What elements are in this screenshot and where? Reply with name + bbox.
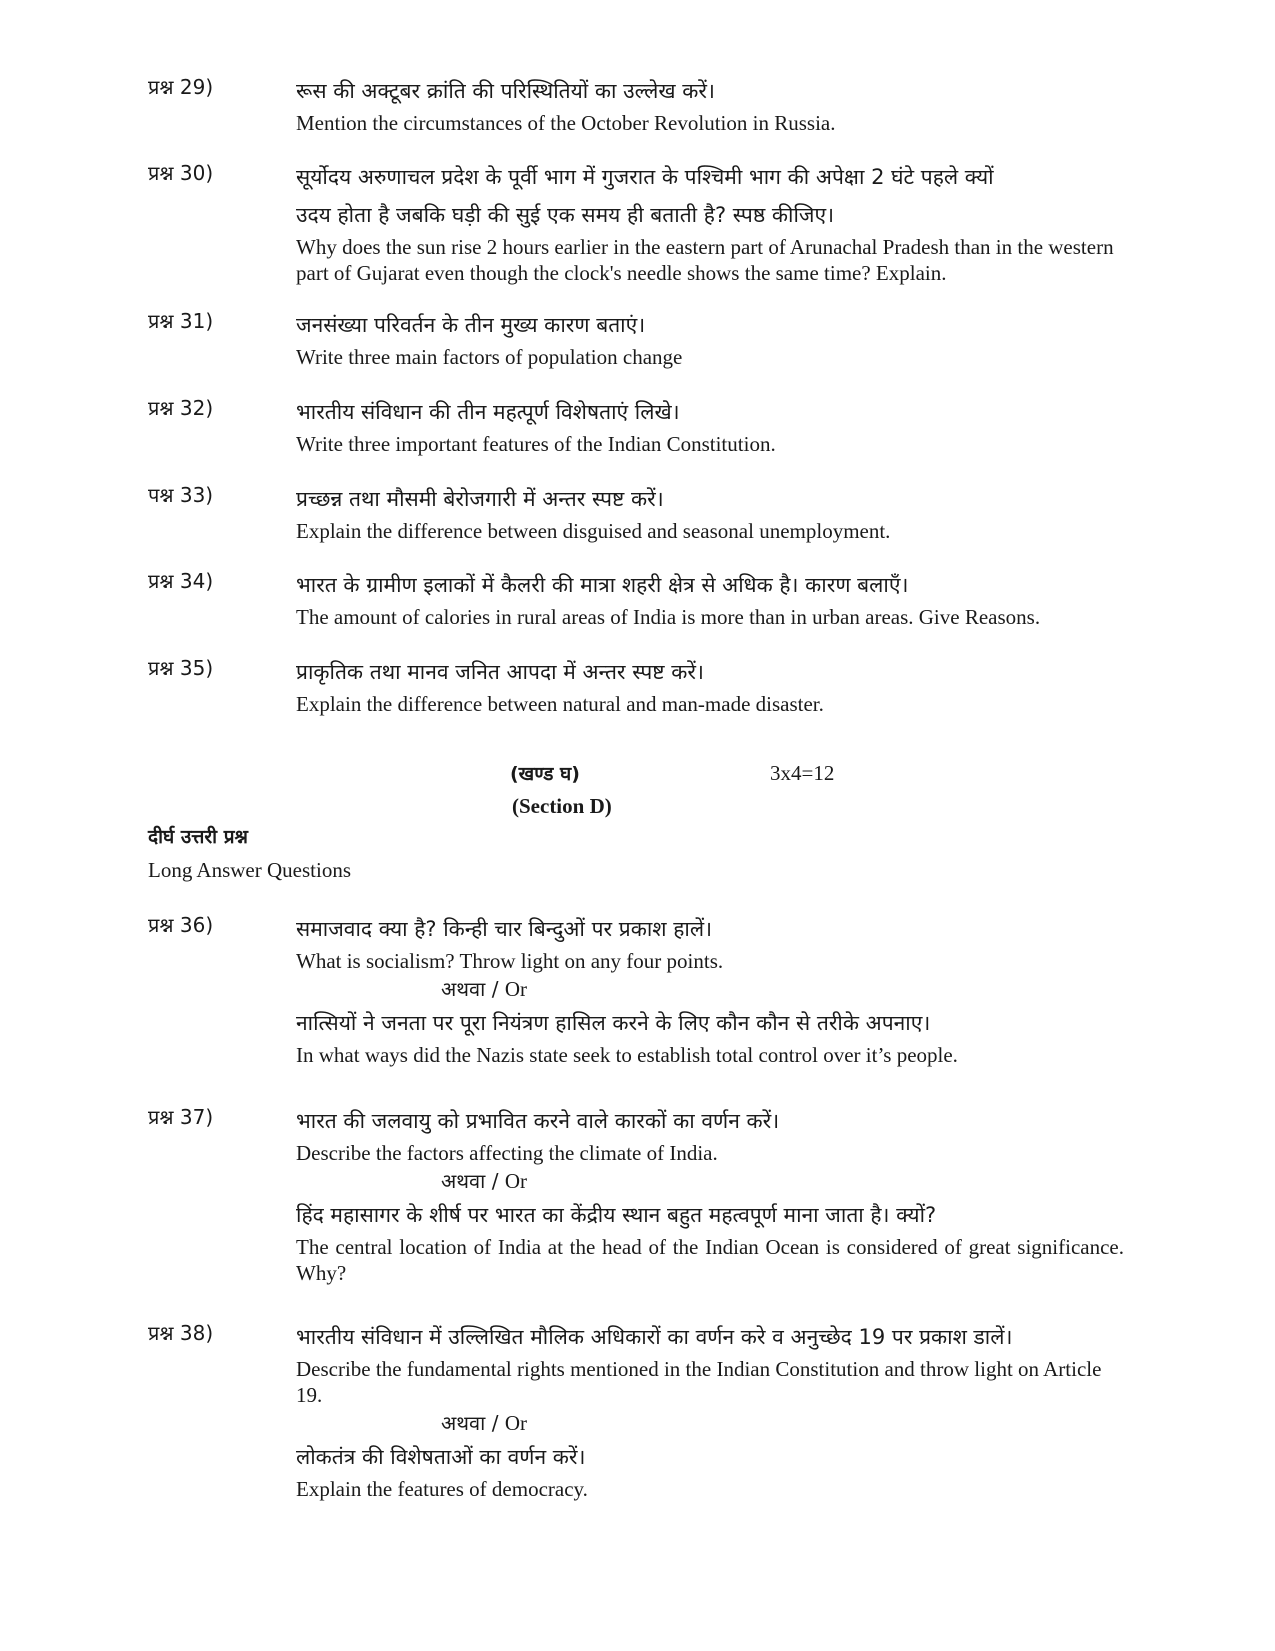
question-text-hindi: भारत की जलवायु को प्रभावित करने वाले कारकों का वर्णन करें।	[296, 1109, 780, 1133]
alt-question-text-english: The central location of India at the head of the Indian Ocean is considered of great significance. Why?	[296, 1235, 1124, 1285]
or-label-english: Or	[504, 1169, 527, 1193]
or-separator	[296, 1408, 1124, 1438]
question-number: पश्न 33)	[148, 483, 214, 507]
section-marks: 3x4=12	[770, 761, 835, 785]
question-text-english: Describe the fundamental rights mentioned in the Indian Constitution and throw light on Article 19.	[296, 1357, 1102, 1407]
or-label-hindi: अथवा /	[441, 1169, 499, 1193]
alt-question-text-hindi: हिंद महासागर के शीर्ष पर भारत का केंद्रीय स्थान बहुत महत्वपूर्ण माना जाता है। क्यों?	[296, 1203, 937, 1227]
question-text-english: Explain the difference between disguised and seasonal unemployment.	[296, 519, 891, 543]
question-number: प्रश्न 38)	[148, 1321, 214, 1345]
question-text-hindi: भारतीय संविधान की तीन महत्पूर्ण विशेषताएं लिखे।	[296, 400, 680, 424]
question-text-english: Describe the factors affecting the climate of India.	[296, 1141, 718, 1165]
question-text-hindi: समाजवाद क्या है? किन्ही चार बिन्दुओं पर प्रकाश हालें।	[296, 917, 713, 941]
or-label-hindi: अथवा /	[441, 1411, 499, 1435]
or-separator	[296, 974, 1124, 1004]
question-text-hindi: प्राकृतिक तथा मानव जनित आपदा में अन्तर स्पष्ट करें।	[296, 660, 704, 684]
question-number: प्रश्न 35)	[148, 656, 214, 680]
question-text-hindi: रूस की अक्टूबर क्रांति की परिस्थितियों का उल्लेख करें।	[296, 79, 715, 103]
question-text-hindi: उदय होता है जबकि घड़ी की सुई एक समय ही बताती है? स्पष्ठ कीजिए।	[296, 203, 835, 227]
section-title-english: (Section D)	[512, 794, 612, 818]
alt-question-text-hindi: नात्सियों ने जनता पर पूरा नियंत्रण हासिल करने के लिए कौन कौन से तरीके अपनाए।	[296, 1011, 931, 1035]
or-label-english: Or	[504, 977, 527, 1001]
question-text-english: The amount of calories in rural areas of India is more than in urban areas. Give Reasons.	[296, 605, 1041, 629]
or-label-hindi: अथवा /	[441, 977, 499, 1001]
section-title-hindi: (खण्ड घ)	[510, 763, 580, 785]
question-text-hindi: सूर्योदय अरुणाचल प्रदेश के पूर्वी भाग में गुजरात के पश्चिमी भाग की अपेक्षा 2 घंटे पहले क्यों	[296, 165, 994, 189]
question-text-hindi: भारत के ग्रामीण इलाकों में कैलरी की मात्रा शहरी क्षेत्र से अधिक है। कारण बलाएँ।	[296, 573, 909, 597]
question-number: प्रश्न 30)	[148, 161, 214, 185]
long-answer-heading-english: Long Answer Questions	[148, 858, 351, 882]
question-text-english: Explain the difference between natural and man-made disaster.	[296, 692, 824, 716]
question-text-english: Mention the circumstances of the October Revolution in Russia.	[296, 111, 836, 135]
question-text-english: Write three important features of the Indian Constitution.	[296, 432, 776, 456]
alt-question-text-english: In what ways did the Nazis state seek to establish total control over it’s people.	[296, 1043, 958, 1067]
long-answer-heading-hindi: दीर्घ उत्तरी प्रश्न	[148, 826, 248, 848]
question-text-hindi: भारतीय संविधान में उल्लिखित मौलिक अधिकारों का वर्णन करे व अनुच्छेद 19 पर प्रकाश डालें।	[296, 1325, 1013, 1349]
question-text-hindi: प्रच्छन्न तथा मौसमी बेरोजगारी में अन्तर स्पष्ट करें।	[296, 487, 664, 511]
question-text-english: Why does the sun rise 2 hours earlier in the eastern part of Arunachal Pradesh than in the western part of Gujarat even though the clock's needle shows the same time? Explain.	[296, 235, 1114, 285]
alt-question-text-english: Explain the features of democracy.	[296, 1477, 588, 1501]
question-text-english: Write three main factors of population change	[296, 345, 683, 369]
question-number: प्रश्न 37)	[148, 1105, 214, 1129]
or-separator	[296, 1166, 1124, 1196]
question-number: प्रश्न 29)	[148, 75, 214, 99]
question-number: प्रश्न 31)	[148, 309, 214, 333]
alt-question-text-hindi: लोकतंत्र की विशेषताओं का वर्णन करें।	[296, 1445, 586, 1469]
question-number: प्रश्न 34)	[148, 569, 214, 593]
or-label-english: Or	[504, 1411, 527, 1435]
question-text-hindi: जनसंख्या परिवर्तन के तीन मुख्य कारण बताएं।	[296, 313, 646, 337]
question-number: प्रश्न 36)	[148, 913, 214, 937]
question-text-english: What is socialism? Throw light on any four points.	[296, 949, 724, 973]
question-number: प्रश्न 32)	[148, 396, 214, 420]
